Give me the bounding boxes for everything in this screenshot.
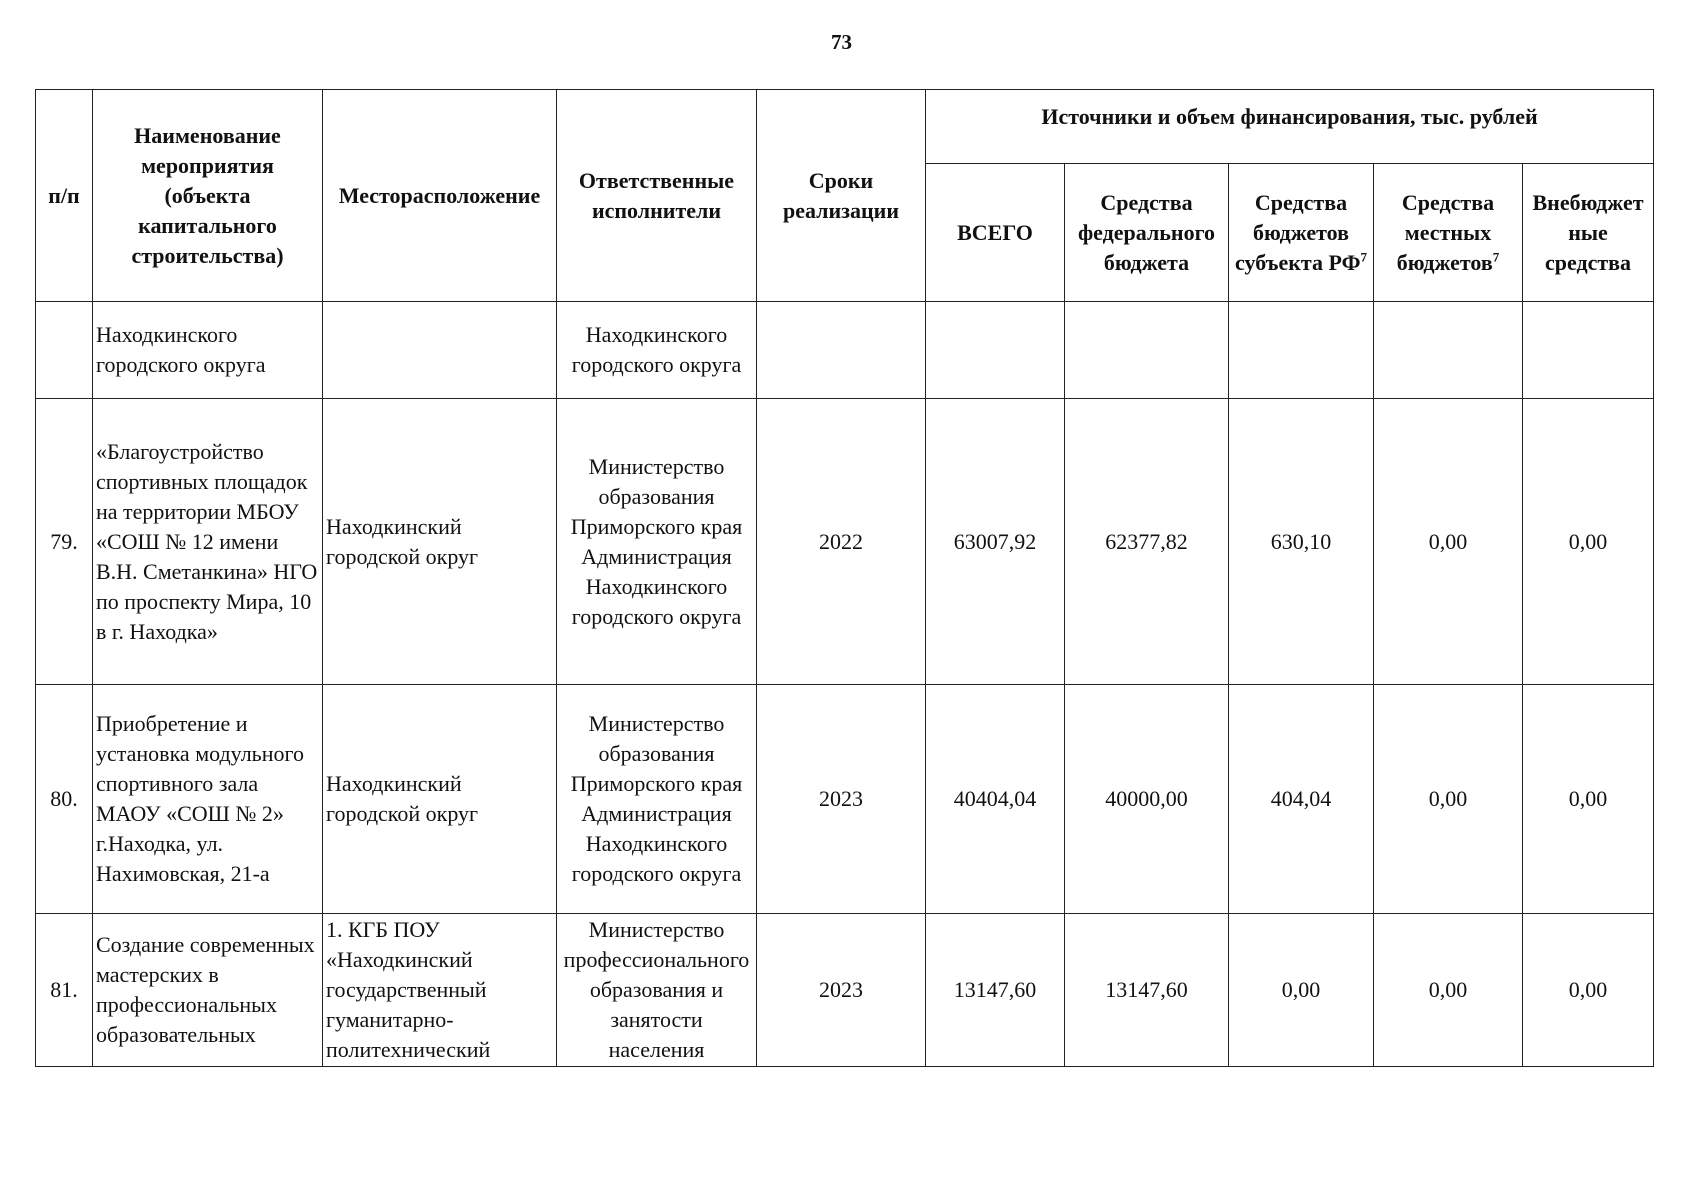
header-local	[1374, 164, 1523, 302]
table-row	[36, 302, 1654, 399]
row-total	[926, 302, 1065, 399]
row-local: 0,00	[1374, 914, 1523, 1067]
header-regional-footnote: 7	[1360, 249, 1367, 265]
row-local	[1374, 302, 1523, 399]
row-total: 63007,92	[926, 399, 1065, 685]
header-financing: Источники и объем финансирования, тыс. рублей	[926, 90, 1654, 164]
row-total: 13147,60	[926, 914, 1065, 1067]
row-executors: Находкинского городского округа	[557, 302, 757, 399]
row-extra	[1523, 302, 1654, 399]
header-regional	[1229, 164, 1374, 302]
header-num: п/п	[36, 90, 93, 302]
page-number: 73	[831, 30, 852, 54]
row-terms: 2022	[757, 399, 926, 685]
header-name: Наименование мероприятия (объекта капитального строительства)	[93, 90, 323, 302]
row-extra: 0,00	[1523, 914, 1654, 1067]
row-terms	[757, 302, 926, 399]
row-executors: Министерство профессионального образования и занятости населения	[557, 914, 757, 1067]
row-extra: 0,00	[1523, 685, 1654, 914]
row-num	[36, 302, 93, 399]
row-regional: 404,04	[1229, 685, 1374, 914]
row-name: Создание современных мастерских в профессиональных образовательных	[93, 914, 323, 1067]
row-executors: Министерство образования Приморского края Администрация Находкинского городского округа	[557, 685, 757, 914]
header-row-1	[36, 90, 1654, 164]
row-regional	[1229, 302, 1374, 399]
row-local: 0,00	[1374, 399, 1523, 685]
table-row	[36, 399, 1654, 685]
financing-table	[35, 89, 1654, 1067]
row-local: 0,00	[1374, 685, 1523, 914]
row-location: 1. КГБ ПОУ «Находкинский государственный гуманитарно-политехнический	[323, 914, 557, 1067]
row-regional: 630,10	[1229, 399, 1374, 685]
header-regional-text: Средства бюджетов субъекта РФ	[1235, 189, 1361, 275]
header-location: Месторасположение	[323, 90, 557, 302]
row-federal: 13147,60	[1065, 914, 1229, 1067]
row-num: 80.	[36, 685, 93, 914]
row-federal	[1065, 302, 1229, 399]
header-terms: Сроки реализации	[757, 90, 926, 302]
row-total: 40404,04	[926, 685, 1065, 914]
row-num: 81.	[36, 914, 93, 1067]
header-extra: Внебюджет ные средства	[1523, 164, 1654, 302]
row-location: Находкинский городской округ	[323, 685, 557, 914]
row-regional: 0,00	[1229, 914, 1374, 1067]
row-extra: 0,00	[1523, 399, 1654, 685]
row-terms: 2023	[757, 685, 926, 914]
row-location	[323, 302, 557, 399]
header-executors: Ответственные исполнители	[557, 90, 757, 302]
row-terms: 2023	[757, 914, 926, 1067]
table-row	[36, 914, 1654, 1067]
row-name: Находкинского городского округа	[93, 302, 323, 399]
row-name: Приобретение и установка модульного спортивного зала МАОУ «СОШ № 2» г.Находка, ул. Нахимовская, 21-а	[93, 685, 323, 914]
row-location: Находкинский городской округ	[323, 399, 557, 685]
row-executors: Министерство образования Приморского края Администрация Находкинского городского округа	[557, 399, 757, 685]
header-total: ВСЕГО	[926, 164, 1065, 302]
header-federal: Средства федерального бюджета	[1065, 164, 1229, 302]
row-federal: 62377,82	[1065, 399, 1229, 685]
header-local-footnote: 7	[1492, 249, 1500, 265]
table-row	[36, 685, 1654, 914]
row-federal: 40000,00	[1065, 685, 1229, 914]
row-name: «Благоустройство спортивных площадок на территории МБОУ «СОШ № 12 имени В.Н. Сметанкина» НГО по проспекту Мира, 10 в г. Находка»	[93, 399, 323, 685]
header-local-text: Средства местных бюджетов	[1396, 189, 1495, 275]
row-num: 79.	[36, 399, 93, 685]
